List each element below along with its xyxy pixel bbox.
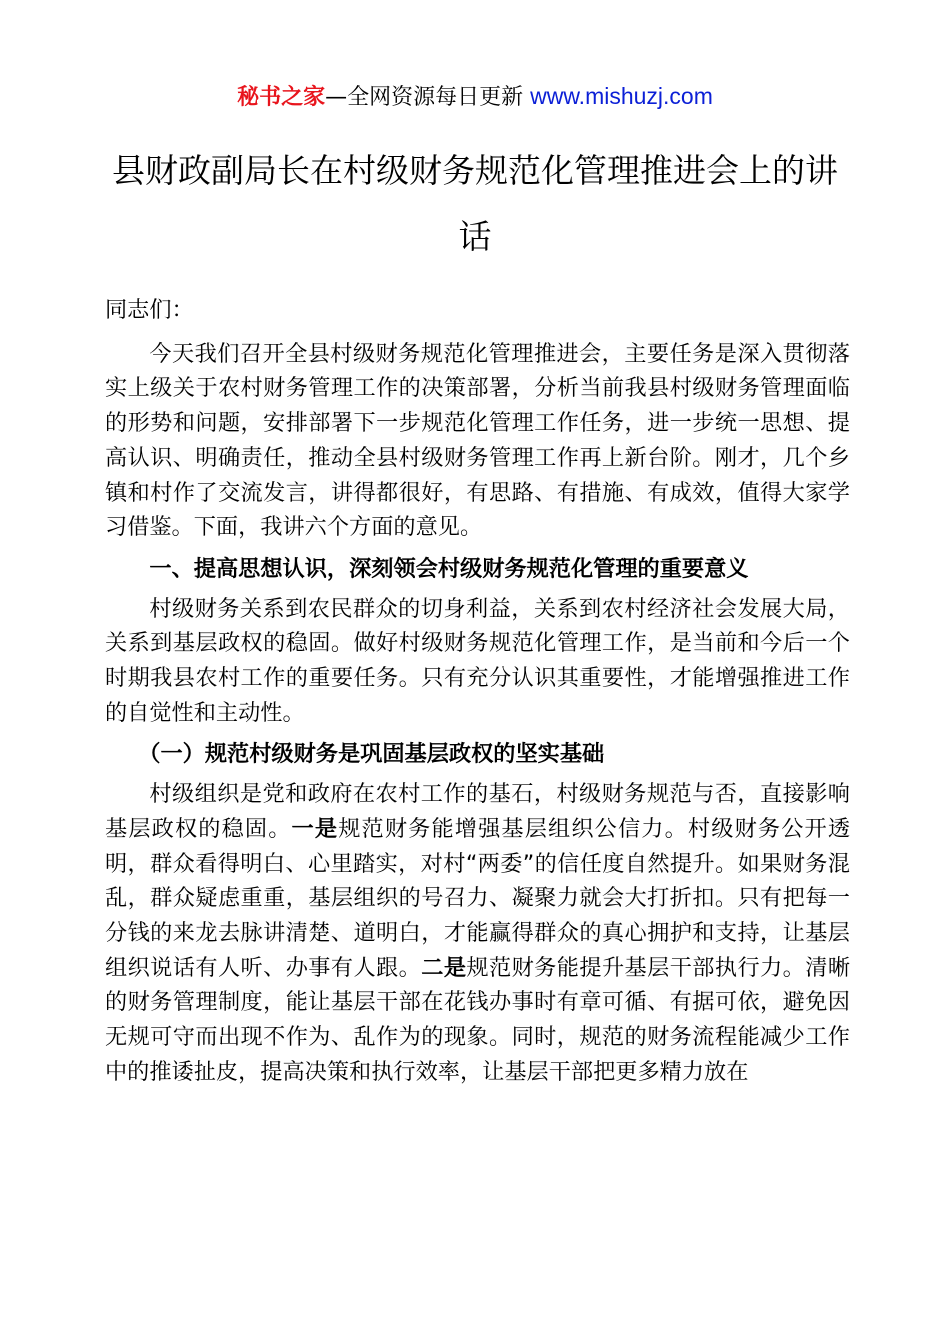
site-banner [0, 80, 950, 114]
intro-paragraph: 今天我们召开全县村级财务规范化管理推进会，主要任务是深入贯彻落实上级关于农村财务管理工作的决策部署，分析当前我县村级财务管理面临的形势和问题，安排部署下一步规范化管理工作任务，进一步统一思想、提高认识、明确责任，推动全县村级财务管理工作再上新台阶。刚才，几个乡镇和村作了交流发言，讲得都很好，有思路、有措施、有成效，值得大家学习借鉴。下面，我讲六个方面的意见。 [105, 340, 850, 541]
paragraph-text: 村级组织是党和政府在农村工作的基石，村级财务规范与否，直接影响基层政权的稳固。 [105, 781, 850, 842]
subsection-1-1-paragraph [105, 777, 850, 1089]
paragraph-text: 规范财务能增强基层组织公信力。村级财务公开透明，群众看得明白、心里踏实，对村“两委”的信任度自然提升。如果财务混乱，群众疑虑重重，基层组织的号召力、凝聚力就会大打折扣。只有把每一分钱的来龙去脉讲清楚、道明白，才能赢得群众的真心拥护和支持，让基层组织说话有人听、办事有人跟。 [105, 815, 851, 981]
banner-tagline: —全网资源每日更新 [325, 85, 531, 110]
point-marker-2: 二是 [421, 954, 467, 981]
point-marker-1: 一是 [291, 815, 339, 842]
section-1-paragraph: 村级财务关系到农民群众的切身利益，关系到农村经济社会发展大局，关系到基层政权的稳固。做好村级财务规范化管理工作，是当前和今后一个时期我县农村工作的重要任务。只有充分认识其重要性，才能增强推进工作的自觉性和主动性。 [105, 595, 850, 726]
subsection-heading-1-1: （一）规范村级财务是巩固基层政权的坚实基础 [138, 741, 605, 768]
document-body [105, 293, 850, 1090]
paragraph-text: 规范财务能提升基层干部执行力。清晰的财务管理制度，能让基层干部在花钱办事时有章可循、有据可依，避免因无规可守而出现不作为、乱作为的现象。同时，规范的财务流程能减少工作中的推诿扯皮，提高决策和执行效率，让基层干部把更多精力放在 [105, 954, 851, 1085]
section-heading-1: 一、提高思想认识，深刻领会村级财务规范化管理的重要意义 [149, 555, 749, 582]
brand-name: 秘书之家 [237, 85, 326, 110]
salutation: 同志们： [105, 297, 194, 323]
site-url-link[interactable]: www.mishuzj.com [530, 83, 713, 109]
document-title: 县财政副局长在村级财务规范化管理推进会上的讲话 [112, 151, 838, 256]
